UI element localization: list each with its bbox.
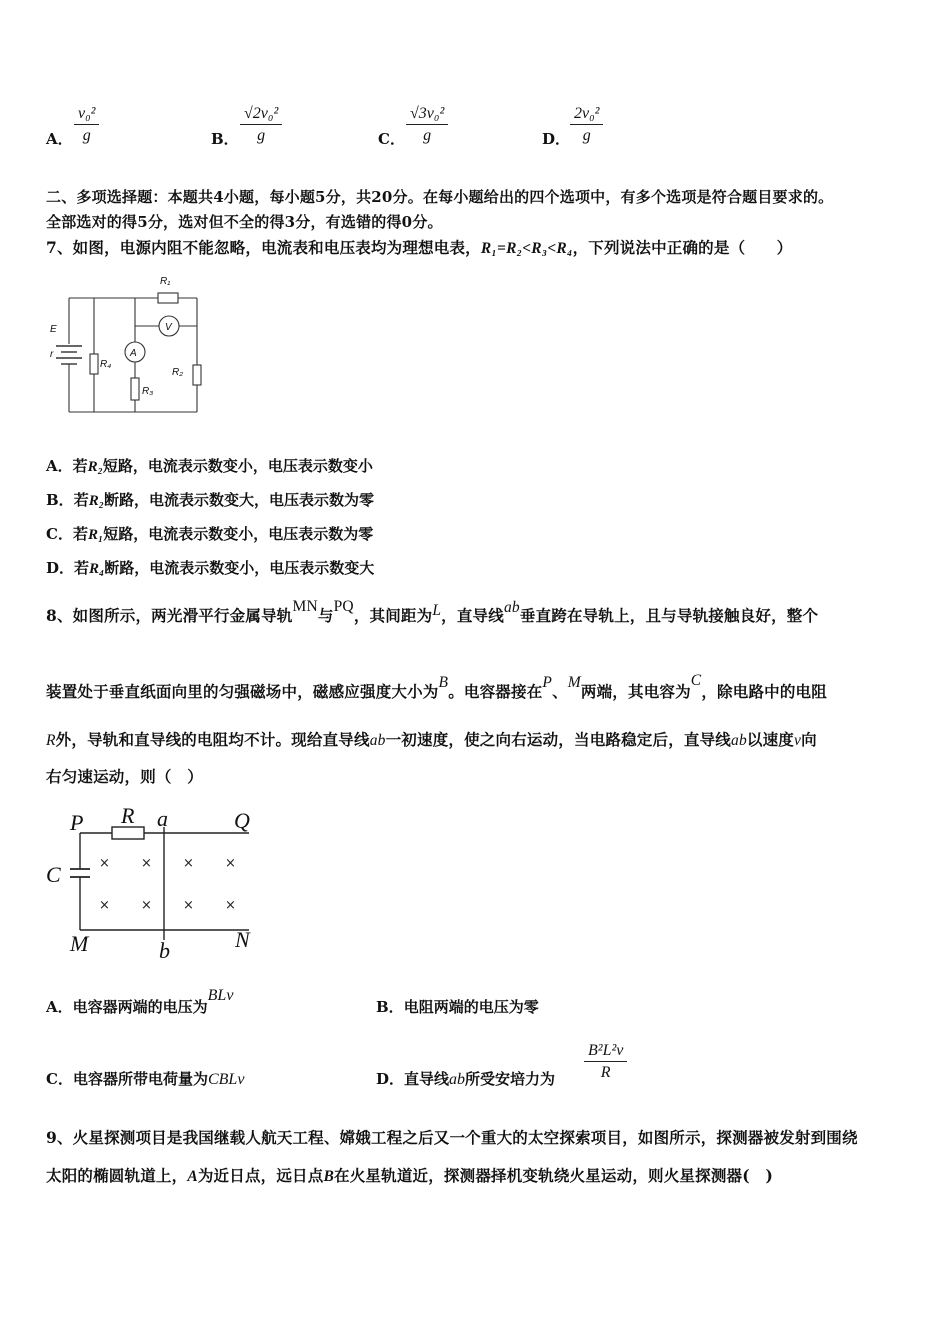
q8-stem-line3: R外，导轨和直导线的电阻均不计。现给直导线ab一初速度，使之向右运动，当电路稳定后，直导线ab以速度v向 <box>46 730 817 749</box>
field-x-1: × <box>99 856 110 871</box>
field-x-7: × <box>183 898 194 913</box>
q7-option-a: A．若R₂短路，电流表示数变小，电压表示数变小 <box>46 457 373 475</box>
field-x-4: × <box>225 856 236 871</box>
diagram-label-p: P <box>70 810 84 835</box>
q7-option-b: B．若R₂断路，电流表示数变大，电压表示数为零 <box>46 491 374 509</box>
diagram-label-c: C <box>46 862 61 887</box>
q8-option-c: C．电容器所带电荷量为CBLv <box>46 1070 245 1088</box>
field-x-5: × <box>99 898 110 913</box>
q6-option-a-label: A． <box>46 130 73 148</box>
q7-option-c: C．若R₁短路，电流表示数变小，电压表示数为零 <box>46 525 374 543</box>
q6-option-c-fraction: $\frac{\text{√3v₀²}}{g}$ <box>406 105 448 145</box>
q8-option-b: B．电阻两端的电压为零 <box>376 998 539 1016</box>
q8-stem-line4: 右匀速运动，则（ ） <box>46 767 204 786</box>
q8-rail-diagram <box>44 805 274 965</box>
circuit-label-r3: R₃ <box>142 386 154 397</box>
q6-option-b-label: B． <box>211 130 239 148</box>
q7-option-d: D．若R₄断路，电流表示数变小，电压表示数变大 <box>46 559 375 577</box>
q8-option-a: A．电容器两端的电压为BLv <box>46 987 234 1016</box>
diagram-label-b: b <box>159 938 170 963</box>
diagram-label-m: M <box>70 931 89 956</box>
circuit-label-r: r <box>50 349 54 360</box>
field-x-3: × <box>183 856 194 871</box>
field-x-8: × <box>225 898 236 913</box>
field-x-6: × <box>141 898 152 913</box>
q8-stem-line1: 8、如图所示，两光滑平行金属导轨MN与PQ，其间距为L，直导线ab垂直跨在导轨上，且与导轨接触良好，整个 <box>46 598 819 625</box>
circuit-label-voltmeter: V <box>165 322 172 333</box>
section2-heading-line2: 全部选对的得5分，选对但不全的得3分，有选错的得0分。 <box>46 213 443 231</box>
q8-option-d: D．直导线ab所受安培力为 <box>376 1070 556 1088</box>
q7-stem: 7、如图，电源内阻不能忽略，电流表和电压表均为理想电表，R₁=R₂<R₃<R₄，下列说法中正确的是（ ） <box>46 238 793 257</box>
circuit-label-r2: R₂ <box>172 367 184 378</box>
q9-stem-line2: 太阳的椭圆轨道上，A为近日点，远日点B在火星轨道近，探测器择机变轨绕火星运动，则火星探测器( ) <box>46 1166 773 1185</box>
circuit-label-e: E <box>50 324 57 335</box>
q8-option-d-fraction: $\frac{\text{B²L²v}}{R}$ <box>584 1042 627 1082</box>
circuit-label-ammeter: A <box>130 348 137 359</box>
section2-heading-line1: 二、多项选择题：本题共4小题，每小题5分，共20分。在每小题给出的四个选项中，有多个选项是符合题目要求的。 <box>46 188 834 206</box>
q8-stem-line2: 装置处于垂直纸面向里的匀强磁场中，磁感应强度大小为B。电容器接在P、M两端，其电容为C，除电路中的电阻 <box>46 672 827 701</box>
circuit-label-r1: R₁ <box>160 276 171 287</box>
q6-option-d-fraction: $\frac{\text{2v₀²}}{g}$ <box>570 105 603 145</box>
circuit-label-r4: R₄ <box>100 359 112 370</box>
q6-option-b-fraction: $\frac{\text{√2v₀²}}{g}$ <box>240 105 282 145</box>
q9-stem-line1: 9、火星探测项目是我国继载人航天工程、嫦娥工程之后又一个重大的太空探索项目，如图所示，探测器被发射到围绕 <box>46 1128 858 1147</box>
q6-option-d-label: D． <box>542 130 571 148</box>
q6-option-c-label: C． <box>378 130 405 148</box>
q6-option-a-fraction: $\frac{\text{v₀²}}{g}$ <box>74 105 99 145</box>
diagram-label-n: N <box>235 927 250 952</box>
diagram-label-q: Q <box>234 808 250 833</box>
field-x-2: × <box>141 856 152 871</box>
q7-circuit-diagram <box>44 268 214 418</box>
diagram-label-r: R <box>121 805 135 828</box>
diagram-label-a: a <box>157 806 168 831</box>
